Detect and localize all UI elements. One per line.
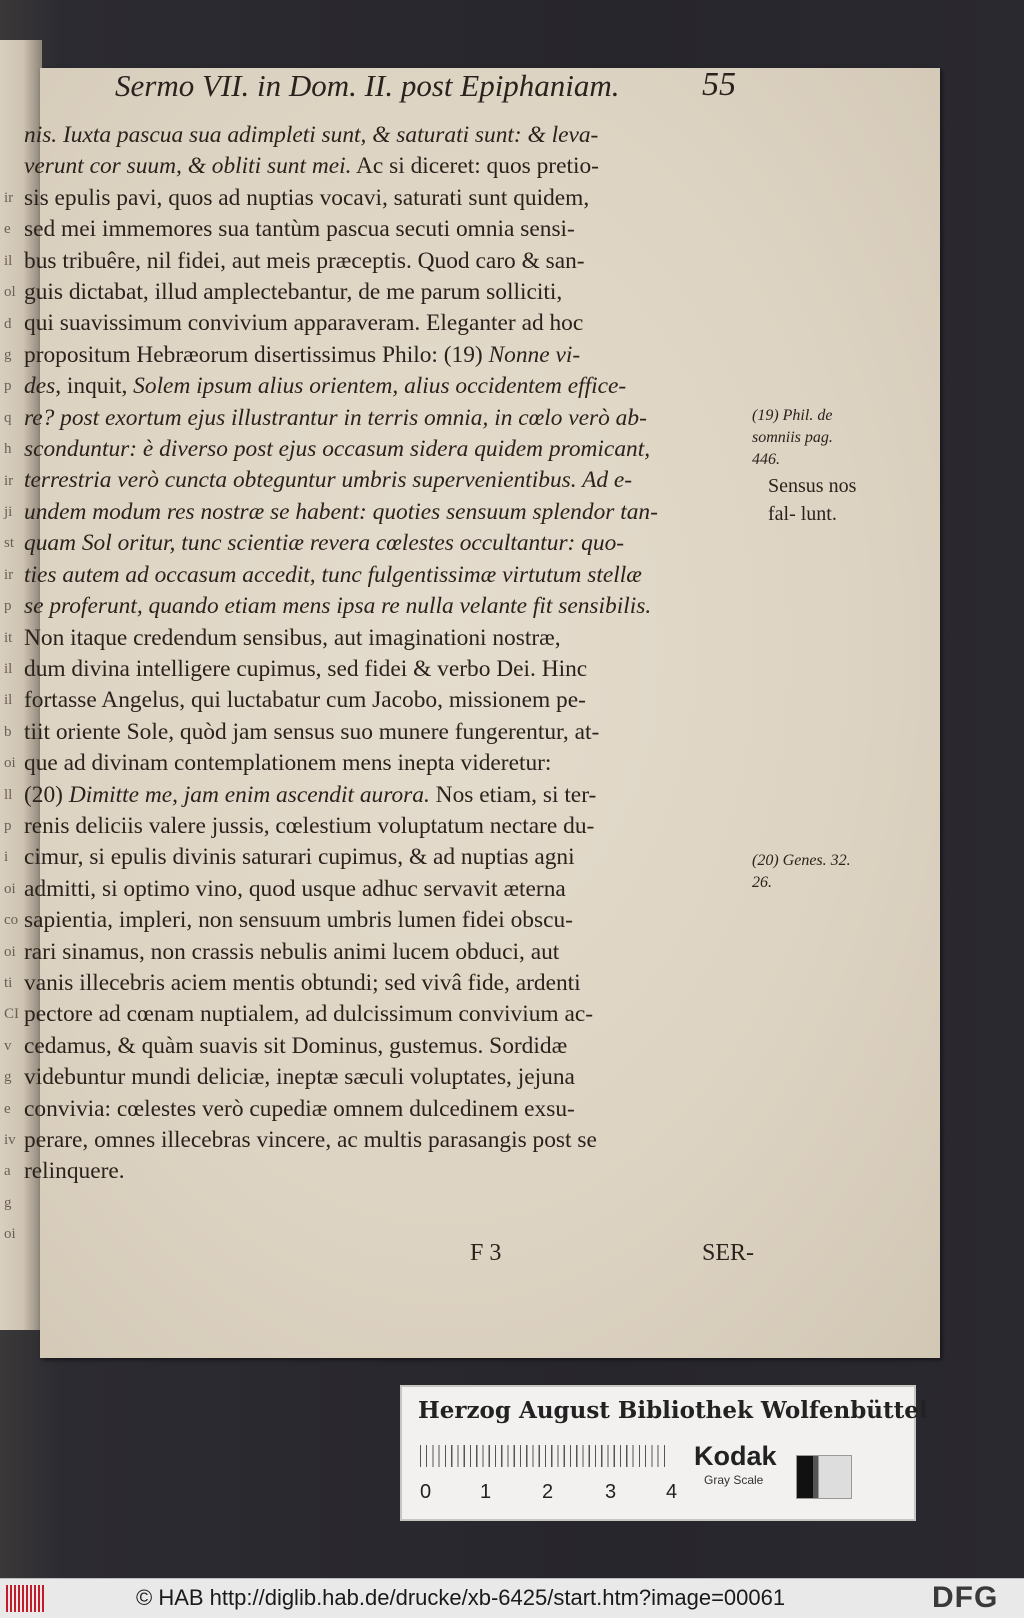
text-run: propositum Hebræorum disertissimus Philo: (19) bbox=[24, 341, 489, 368]
text-run: vanis illecebris aciem mentis obtundi; sed vivâ fide, ardenti bbox=[24, 969, 581, 996]
facing-page-fragment: g bbox=[4, 347, 12, 363]
text-line bbox=[24, 183, 754, 214]
text-line bbox=[24, 403, 754, 434]
text-line bbox=[24, 748, 754, 779]
facing-page-fragment: g bbox=[4, 1194, 12, 1211]
text-run: se proferunt, quando etiam mens ipsa re nulla velante fit sensibilis. bbox=[24, 593, 652, 620]
kodak-logo: Kodak bbox=[694, 1441, 777, 1471]
facing-page-fragment: il bbox=[4, 252, 13, 269]
facing-page-fragment: q bbox=[4, 409, 12, 426]
facing-page-fragment: il bbox=[4, 661, 13, 677]
text-line bbox=[24, 654, 754, 685]
text-run: quam Sol oritur, tunc scientiæ revera cœlestes occultantur: quo- bbox=[24, 530, 625, 557]
facing-page-fragment: i bbox=[4, 849, 9, 866]
facing-page-fragment: co bbox=[4, 912, 19, 929]
facing-page-fragment: oi bbox=[4, 880, 16, 897]
facing-page-fragment: it bbox=[4, 629, 13, 646]
text-line bbox=[24, 905, 754, 936]
facing-page-fragment: p bbox=[4, 598, 12, 615]
catchword: SER- bbox=[702, 1240, 755, 1266]
text-run: sconduntur: è diverso post ejus occasum sidera quidem promicant, bbox=[24, 436, 651, 463]
text-line bbox=[24, 434, 754, 465]
text-run: rari sinamus, non crassis nebulis animi lucem obduci, aut bbox=[24, 938, 560, 965]
facing-page-fragment: ti bbox=[4, 975, 13, 991]
facing-page-fragment: ol bbox=[4, 284, 16, 301]
text-run: guis dictabat, illud amplectebantur, de me parum solliciti, bbox=[24, 279, 563, 306]
facing-page-fragment: oi bbox=[4, 1226, 16, 1243]
text-line bbox=[24, 874, 754, 905]
facing-page-fragment: b bbox=[4, 723, 12, 740]
facing-page-fragment: oi bbox=[4, 755, 16, 772]
page-number: 55 bbox=[702, 66, 736, 103]
facing-page-fragment: oi bbox=[4, 943, 16, 960]
facing-page-fragment: st bbox=[4, 535, 15, 552]
text-run: , inquit, bbox=[55, 373, 134, 400]
text-line bbox=[24, 528, 754, 559]
text-line bbox=[24, 1094, 754, 1125]
text-run: videbuntur mundi deliciæ, ineptæ sæculi voluptates, jejuna bbox=[24, 1064, 575, 1091]
facing-page-fragment: h bbox=[4, 441, 12, 458]
facing-page-fragment: e bbox=[4, 1100, 11, 1117]
text-line bbox=[24, 623, 754, 654]
facing-page-fragment: il bbox=[4, 692, 13, 709]
barcode-icon bbox=[6, 1585, 46, 1612]
text-run: Nonne vi- bbox=[488, 341, 581, 368]
institution-name: Herzog August Bibliothek Wolfenbüttel bbox=[418, 1397, 928, 1424]
text-run: sed mei immemores sua tantùm pascua secuti omnia sensi- bbox=[24, 216, 575, 243]
text-run: re? post exortum ejus illustrantur in terris omnia, in cœlo verò ab- bbox=[24, 404, 647, 431]
ruler-number: 0 bbox=[420, 1481, 432, 1503]
gray-scale-label: Gray Scale bbox=[704, 1473, 764, 1487]
text-run: bus tribuêre, nil fidei, aut meis præceptis. Quod caro & san- bbox=[24, 247, 585, 274]
text-run: cimur, si epulis divinis saturari cupimus, & ad nuptias agni bbox=[24, 844, 575, 871]
ruler-number: 4 bbox=[666, 1481, 678, 1503]
color-target-card bbox=[400, 1385, 928, 1521]
text-line bbox=[24, 340, 754, 371]
footer-bar bbox=[0, 1578, 1024, 1618]
facing-page-fragment: g bbox=[4, 1069, 12, 1086]
text-run: que ad divinam contemplationem mens inepta videretur: bbox=[24, 750, 552, 777]
signature-mark: F 3 bbox=[470, 1240, 502, 1266]
text-line bbox=[24, 591, 754, 622]
text-line bbox=[24, 308, 754, 339]
text-line bbox=[24, 560, 754, 591]
footer-url[interactable]: © HAB http://diglib.hab.de/drucke/xb-6425/start.htm?image=00061 bbox=[136, 1585, 786, 1610]
text-run: sapientia, impleri, non sensuum umbris lumen fidei obscu- bbox=[24, 907, 573, 934]
gray-scale-patch bbox=[796, 1455, 852, 1499]
facing-page-fragment: p bbox=[4, 378, 12, 395]
text-line bbox=[24, 151, 754, 182]
text-run: Dimitte me, jam enim ascendit aurora. bbox=[68, 781, 430, 808]
running-head: Sermo VII. in Dom. II. post Epiphaniam. bbox=[115, 68, 620, 103]
facing-page-fragment: ir bbox=[4, 190, 14, 206]
text-line bbox=[24, 1031, 754, 1062]
text-run: terrestria verò cuncta obteguntur umbris supervenientibus. Ad e- bbox=[24, 467, 633, 494]
text-run: relinquere. bbox=[24, 1158, 125, 1185]
text-line bbox=[24, 999, 754, 1030]
facing-page-fragment: d bbox=[4, 315, 12, 332]
facing-page-fragment: e bbox=[4, 221, 11, 238]
margin-note-20: (20) Genes. 32. 26. bbox=[752, 852, 851, 891]
text-run: admitti, si optimo vino, quod usque adhuc servavit æterna bbox=[24, 875, 566, 902]
text-run: sis epulis pavi, quos ad nuptias vocavi, saturati sunt quidem, bbox=[24, 184, 590, 211]
text-line bbox=[24, 811, 754, 842]
dfg-logo: DFG bbox=[932, 1581, 999, 1614]
text-run: pectore ad cœnam nuptialem, ad dulcissimum convivium ac- bbox=[24, 1001, 594, 1028]
text-line bbox=[24, 371, 754, 402]
text-line bbox=[24, 1062, 754, 1093]
margin-note-sensus: Sensus nos fal- lunt. bbox=[768, 475, 857, 525]
ruler-scale bbox=[420, 1445, 670, 1479]
text-run: Ac si diceret: quos pretio- bbox=[351, 153, 599, 180]
body-text bbox=[24, 120, 754, 1188]
text-run: undem modum res nostræ se habent: quoties sensuum splendor tan- bbox=[24, 498, 658, 525]
text-run: (20) bbox=[24, 781, 69, 808]
text-line bbox=[24, 685, 754, 716]
ruler-number: 2 bbox=[542, 1481, 554, 1503]
text-run: Non itaque credendum sensibus, aut imaginationi nostræ, bbox=[24, 624, 561, 651]
text-line bbox=[24, 277, 754, 308]
text-line bbox=[24, 780, 754, 811]
text-line bbox=[24, 497, 754, 528]
text-line bbox=[24, 214, 754, 245]
text-line bbox=[24, 1156, 754, 1187]
text-run: Nos etiam, si ter- bbox=[429, 781, 597, 808]
facing-page-fragment: ll bbox=[4, 786, 13, 803]
facing-page-fragment: CI bbox=[4, 1006, 19, 1023]
text-line bbox=[24, 246, 754, 277]
text-run: qui suavissimum convivium apparaveram. Eleganter ad hoc bbox=[24, 310, 584, 337]
facing-page-fragment: iv bbox=[4, 1132, 16, 1148]
text-line bbox=[24, 937, 754, 968]
text-run: ties autem ad occasum accedit, tunc fulgentissimæ virtutum stellæ bbox=[24, 561, 642, 588]
text-run: cedamus, & quàm suavis sit Dominus, gustemus. Sordidæ bbox=[24, 1032, 568, 1059]
margin-note-19: (19) Phil. de somniis pag. 446. bbox=[752, 407, 833, 468]
text-run: des bbox=[24, 373, 56, 400]
text-line bbox=[24, 1125, 754, 1156]
text-line bbox=[24, 465, 754, 496]
ruler-number: 3 bbox=[605, 1481, 617, 1503]
text-run: dum divina intelligere cupimus, sed fidei & verbo Dei. Hinc bbox=[24, 655, 588, 682]
text-run: convivia: cœlestes verò cupediæ omnem dulcedinem exsu- bbox=[24, 1095, 575, 1122]
text-run: renis deliciis valere jussis, cœlestium voluptatum nectare du- bbox=[24, 812, 595, 839]
facing-page-fragment: ji bbox=[4, 504, 13, 520]
text-line bbox=[24, 717, 754, 748]
facing-page-fragment: ir bbox=[4, 566, 14, 583]
facing-page-fragment: v bbox=[4, 1037, 12, 1054]
text-run: Solem ipsum alius orientem, alius occidentem effice- bbox=[133, 373, 627, 400]
text-run: tiit oriente Sole, quòd jam sensus suo munere fungerentur, at- bbox=[24, 718, 600, 745]
text-line bbox=[24, 842, 754, 873]
facing-page-fragment: ir bbox=[4, 472, 14, 489]
text-run: nis. Iuxta pascua sua adimpleti sunt, & saturati sunt: & leva- bbox=[24, 122, 599, 148]
text-run: fortasse Angelus, qui luctabatur cum Jacobo, missionem pe- bbox=[24, 687, 586, 714]
facing-page-fragment: a bbox=[4, 1163, 11, 1180]
ruler-number: 1 bbox=[480, 1481, 492, 1503]
text-run: perare, omnes illecebras vincere, ac multis parasangis post se bbox=[24, 1127, 597, 1153]
text-run: verunt cor suum, & obliti sunt mei. bbox=[24, 153, 352, 180]
facing-page-fragment: p bbox=[4, 818, 12, 834]
text-line bbox=[24, 120, 754, 151]
text-line bbox=[24, 968, 754, 999]
